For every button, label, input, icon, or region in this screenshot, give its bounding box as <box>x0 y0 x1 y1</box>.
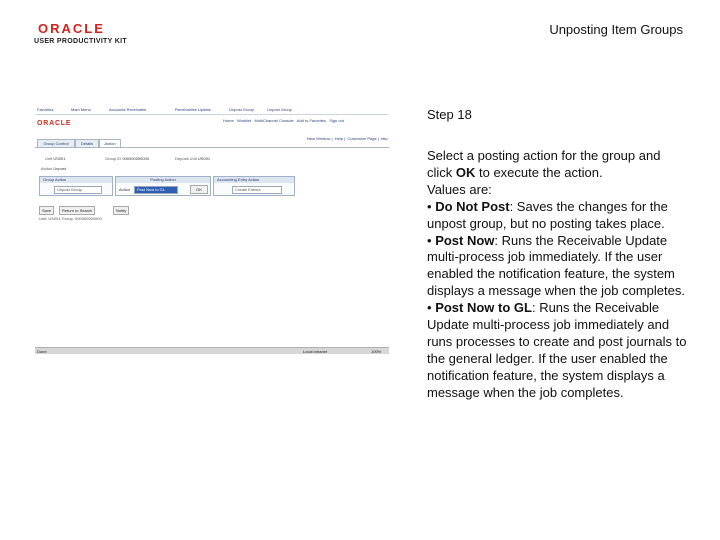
action-label: Action <box>41 166 53 171</box>
deposit-field <box>175 156 210 161</box>
page-links: New Window | Help | Customize Page | http <box>307 136 388 141</box>
return-to-search-button[interactable]: Return to Search <box>59 206 95 215</box>
unit-value: US001 <box>53 156 66 161</box>
page-title: Unposting Item Groups <box>549 22 683 37</box>
option-text: : Saves the changes for the unpost group, but no posting takes place. <box>427 198 668 231</box>
posting-action-select[interactable]: Post Now to GL <box>134 186 178 194</box>
option-label: Post Now <box>435 232 495 248</box>
step-number: Step 18 <box>427 107 472 122</box>
tab-group-control[interactable]: Group Control <box>37 139 75 148</box>
status-zone: Local intranet <box>303 349 328 354</box>
group-label: Group ID <box>105 156 122 161</box>
unit-field <box>45 156 65 161</box>
group-field <box>105 156 149 161</box>
header-links <box>223 118 344 123</box>
notify-button[interactable]: Notify <box>113 206 129 215</box>
intro-ok: OK <box>455 164 476 180</box>
link-customize[interactable]: Customize Page <box>347 136 377 141</box>
group-value: 000000000000 <box>122 156 150 161</box>
intro-tail: to execute the action. <box>475 164 603 180</box>
link-worklist[interactable]: Worklist <box>237 118 252 123</box>
action-field <box>41 166 66 171</box>
option-post-now <box>427 233 689 301</box>
browser-status-bar <box>35 347 389 354</box>
nav-unpost-group[interactable]: Unpost Group <box>229 107 254 112</box>
nav-unpost-group-2[interactable]: Unpost Group <box>267 107 292 112</box>
deposit-label: Deposit Unit <box>175 156 197 161</box>
unit-label: Unit <box>45 156 53 161</box>
action-value: Unpost <box>53 166 66 171</box>
link-multichannel[interactable]: MultiChannel Console <box>254 118 294 123</box>
option-text: : Runs the Receivable Update multi-process job immediately and runs processes to create and post journals to the general ledger. If the user enabled the notification feature, the system displays a message when the job completes. <box>427 300 687 400</box>
nav-accounts-receivable[interactable]: Accounts Receivable <box>109 107 147 112</box>
group-action-box <box>39 176 113 196</box>
option-label: Post Now to GL <box>435 300 532 316</box>
option-do-not-post <box>427 199 689 233</box>
oracle-logo-small: ORACLE <box>37 120 72 127</box>
tab-details[interactable]: Details <box>75 139 99 148</box>
oracle-upk-logo <box>34 22 126 48</box>
logo-tagline: USER PRODUCTIVITY KIT <box>34 38 127 45</box>
ok-button[interactable]: OK <box>190 185 208 194</box>
posting-action-label: Action <box>119 187 131 192</box>
link-home[interactable]: Home <box>223 118 234 123</box>
nav-favorites[interactable]: Favorites <box>37 107 54 112</box>
tab-divider <box>35 147 389 148</box>
nav-receivables-update[interactable]: Receivables Update <box>175 107 211 112</box>
bullet: • <box>427 232 432 248</box>
bullet: • <box>427 300 432 316</box>
option-label: Do Not Post <box>435 198 510 214</box>
group-action-select[interactable]: Unpost Group <box>54 186 102 194</box>
accounting-entry-box <box>213 176 295 196</box>
intro-text: Select a posting action for the group and click <box>427 148 661 180</box>
deposit-value: US001 <box>197 156 211 161</box>
tab-action[interactable]: Action <box>99 139 121 148</box>
accounting-entry-header: Accounting Entry Action <box>214 177 294 183</box>
values-are: Values are: <box>427 181 492 197</box>
link-sign-out[interactable]: Sign out <box>329 118 344 123</box>
link-add-favorites[interactable]: Add to Favorites <box>296 118 326 123</box>
save-button[interactable]: Save <box>39 206 54 215</box>
link-new-window[interactable]: New Window <box>307 136 331 141</box>
posting-action-box <box>115 176 211 196</box>
application-screenshot <box>35 106 389 354</box>
option-text: : Runs the Receivable Update multi-process job immediately. If the user enabled the notification feature, the system displays a message when the job completes. <box>427 232 685 299</box>
option-post-now-to-gl <box>427 300 689 401</box>
posting-action-header: Posting Action <box>116 177 210 183</box>
footer-info: Unit: US001 Group: 000000000000 <box>39 216 102 221</box>
step-description <box>427 148 689 402</box>
status-zoom[interactable]: 100% <box>371 349 382 354</box>
link-help[interactable]: Help <box>334 136 343 141</box>
bullet: • <box>427 198 432 214</box>
link-http[interactable]: http <box>381 136 388 141</box>
accounting-entry-select[interactable]: Create Entries <box>232 186 282 194</box>
description-intro <box>427 148 689 182</box>
group-action-header: Group Action <box>40 177 112 183</box>
status-done: Done <box>37 349 47 354</box>
nav-main-menu[interactable]: Main Menu <box>71 107 91 112</box>
logo-brand: ORACLE <box>38 21 105 36</box>
breadcrumb-nav <box>35 106 389 115</box>
